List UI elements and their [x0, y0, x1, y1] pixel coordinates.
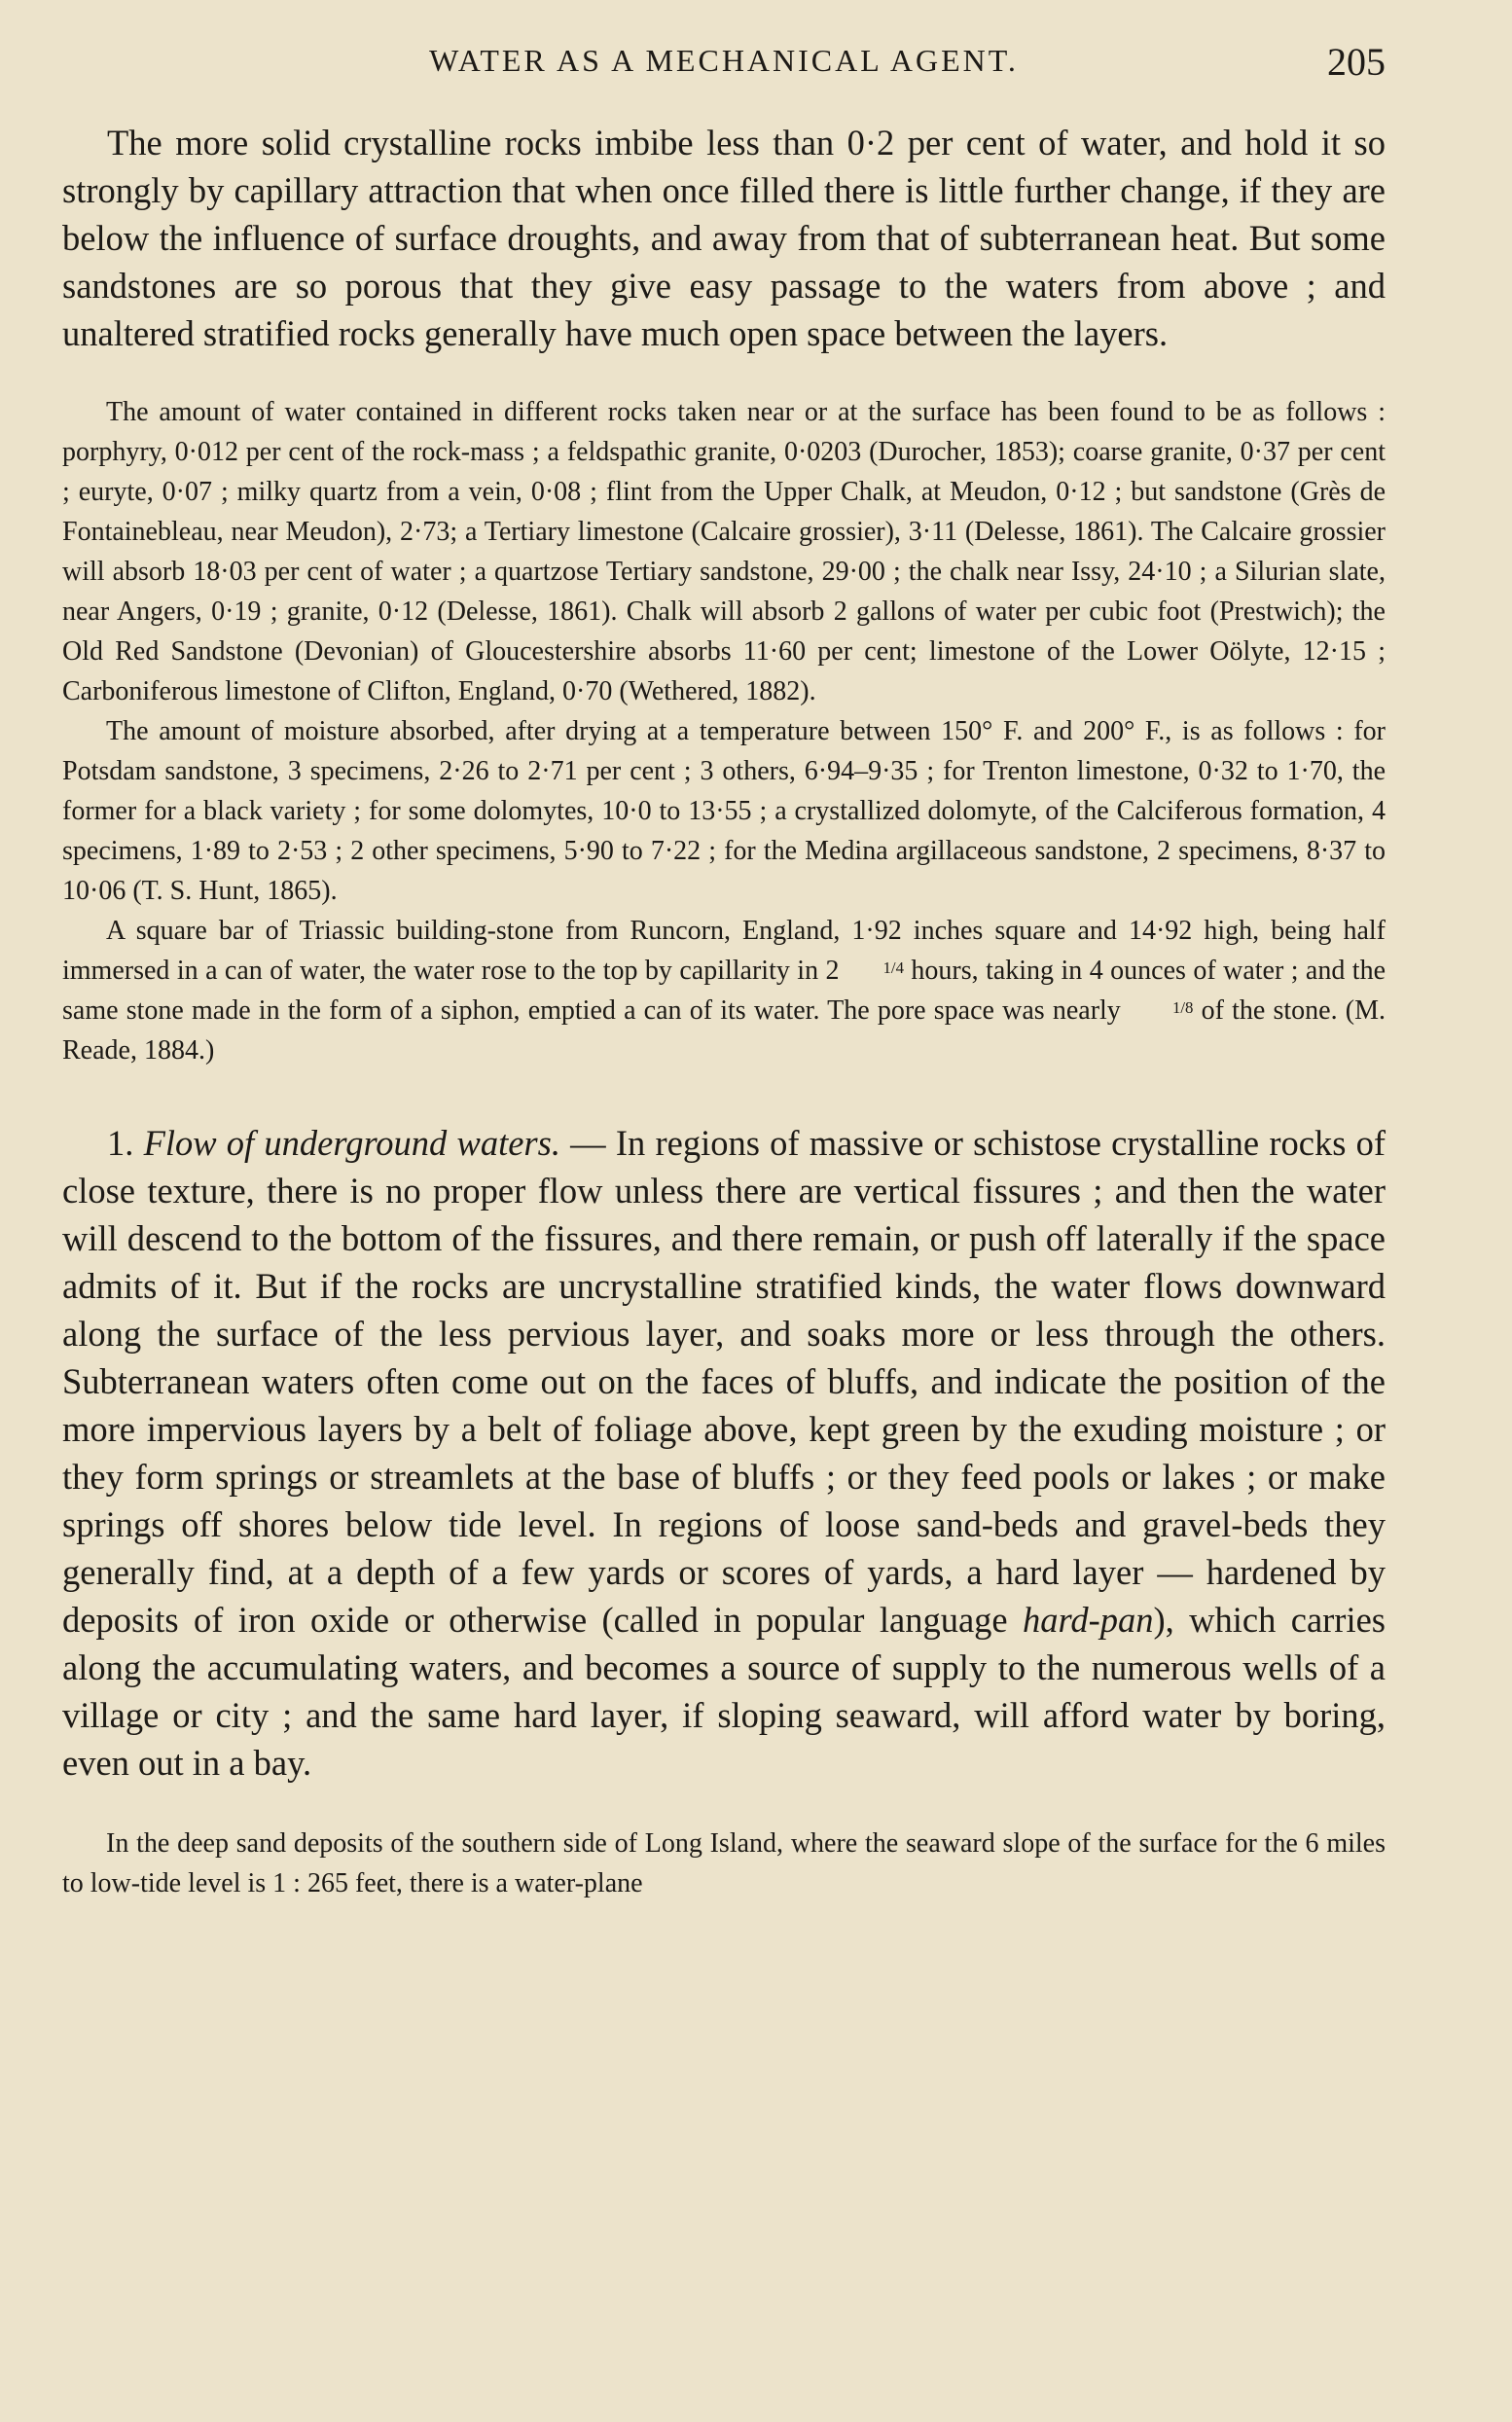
note-long-island: In the deep sand deposits of the southern side of Long Island, where the seaward slope of the surface for the 6 miles to low-tide level is 1 : 265 feet, there is a water-plane: [62, 1828, 1386, 1898]
section-text-1: — In regions of massive or schistose crystalline rocks of close texture, there is no proper flow unless there are vertical fissures ; and then the water will descend to the bottom of the fissures, and there remain, or push off laterally if the space admits of it. But if the rocks are uncrystalline stratified kinds, the water flows downward along the surface of the less pervious layer, and soaks more or less through the others. Subterranean waters often come out on the faces of bluffs, and indicate the position of the more impervious layers by a belt of foliage above, kept green by the exuding moisture ; or they form springs or streamlets at the base of bluffs ; or they feed pools or lakes ; or make springs off shores below tide level. In regions of loose sand-beds and gravel-beds they generally find, at a depth of a few yards or scores of yards, a hard layer — hardened by deposits of iron oxide or otherwise (called in popular language: [62, 1123, 1386, 1640]
section-number: 1.: [107, 1123, 144, 1163]
note-moisture-absorbed: The amount of moisture absorbed, after drying at a temperature between 150° F. and 200° F., is as follows : for Potsdam sandstone, 3 specimens, 2·26 to 2·71 per cent ; 3 others, 6·94–9·35 ; for Trenton limestone, 0·32 to 1·70, the former for a black variety ; for some dolomytes, 10·0 to 13·55 ; a crystallized dolomyte, of the Calciferous formation, 4 specimens, 1·89 to 2·53 ; 2 other specimens, 5·90 to 7·22 ; for the Medina argillaceous sandstone, 2 specimens, 8·37 to 10·06 (T. S. Hunt, 1865).: [62, 716, 1386, 906]
section-flow-underground-waters: [62, 1119, 1386, 1787]
note-runcorn-stone: [62, 911, 1386, 1070]
running-title: WATER AS A MECHANICAL AGENT.: [429, 43, 1019, 78]
fraction-one-eighth: 1/8: [1171, 998, 1194, 1018]
page-number: 205: [1327, 40, 1386, 84]
note-water-content: The amount of water contained in different rocks taken near or at the surface has been found to be as follows : porphyry, 0·012 per cent of the rock-mass ; a feldspathic granite, 0·0203 (Durocher, 1853); coarse granite, 0·37 per cent ; euryte, 0·07 ; milky quartz from a vein, 0·08 ; flint from the Upper Chalk, at Meudon, 0·12 ; but sandstone (Grès de Fontainebleau, near Meudon), 2·73; a Tertiary limestone (Calcaire grossier), 3·11 (Delesse, 1861). The Calcaire grossier will absorb 18·03 per cent of water ; a quartzose Tertiary sandstone, 29·00 ; the chalk near Issy, 24·10 ; a Silurian slate, near Angers, 0·19 ; granite, 0·12 (Delesse, 1861). Chalk will absorb 2 gallons of water per cubic foot (Prestwich); the Old Red Sandstone (Devonian) of Gloucestershire absorbs 11·60 per cent; limestone of the Lower Oölyte, 12·15 ; Carboniferous limestone of Clifton, England, 0·70 (Wethered, 1882).: [62, 397, 1386, 706]
note-runcorn-text-1: A square bar of Triassic building-stone from Runcorn, England, 1·92 inches square and 14·92 high, being half immersed in a can of water, the water rose to the top by capillarity in 2: [62, 916, 1386, 986]
note-runcorn-text-3: of the stone. (M. Reade, 1884.): [62, 995, 1386, 1066]
body-paragraph-porosity: The more solid crystalline rocks imbibe less than 0·2 per cent of water, and hold it so strongly by capillary attraction that when once filled there is little further change, if they are below the influence of surface droughts, and away from that of subterranean heat. But some sandstones are so porous that they give easy passage to the waters from above ; and unaltered stratified rocks generally have much open space between the layers.: [62, 123, 1386, 353]
section-heading: Flow of underground waters.: [143, 1123, 560, 1163]
note-runcorn-text-2: hours, taking in 4 ounces of water ; and the same stone made in the form of a siphon, emptied a can of its water. The pore space was nearly: [62, 956, 1386, 1026]
term-hard-pan: hard-pan: [1022, 1600, 1154, 1640]
section-text-2: ), which carries along the accumulating waters, and becomes a source of supply to the numerous wells of a village or city ; and the same hard layer, if sloping seaward, will afford water by boring, even out in a bay.: [62, 1600, 1386, 1783]
page-header: [62, 39, 1386, 93]
fraction-one-quarter: 1/4: [882, 958, 904, 978]
